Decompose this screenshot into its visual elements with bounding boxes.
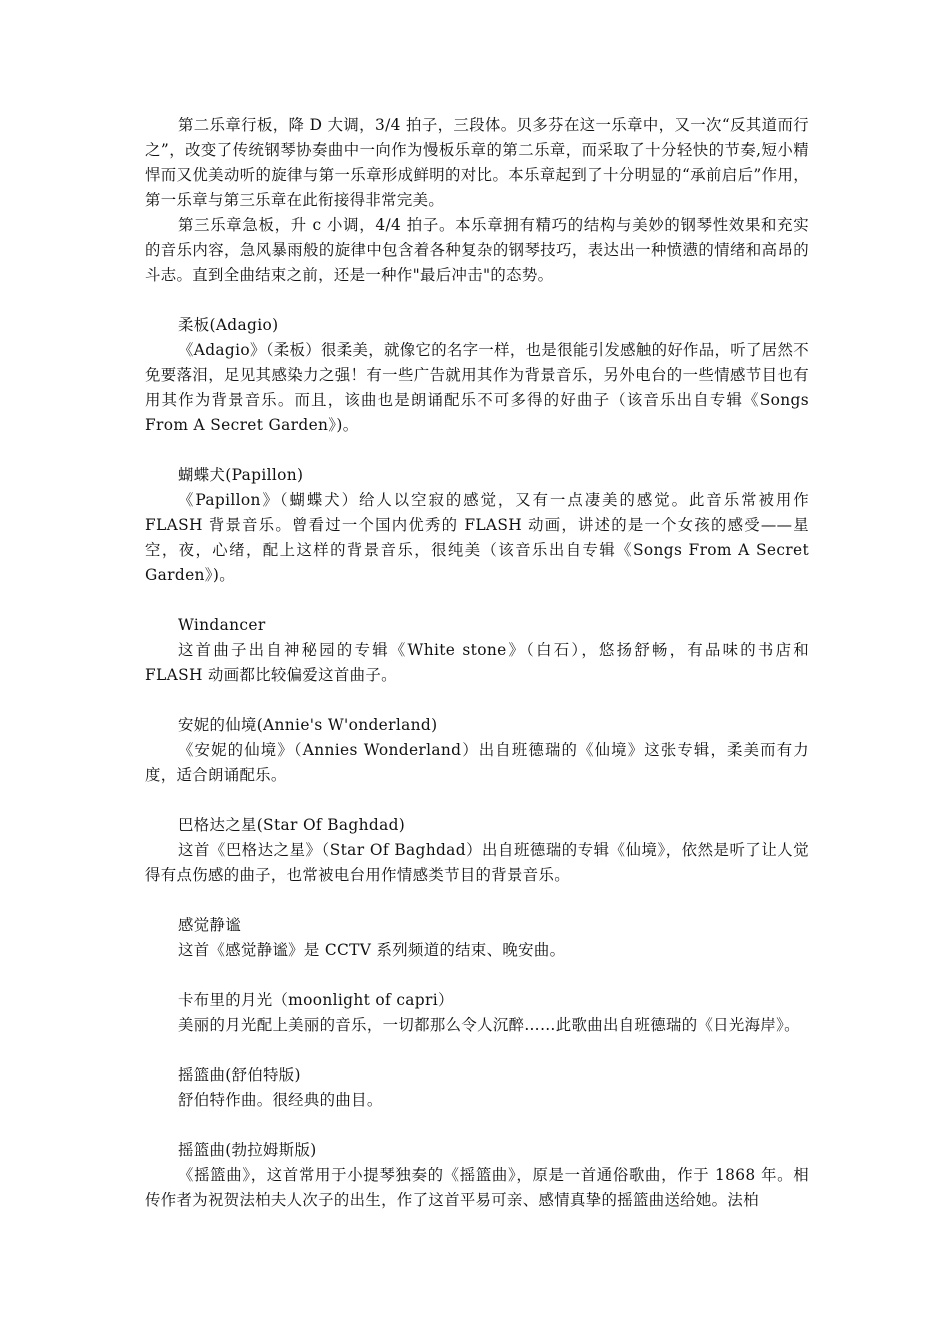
section-body: 《安妮的仙境》（Annies Wonderland）出自班德瑞的《仙境》这张专辑，柔美而有力度，适合朗诵配乐。 (145, 741, 809, 784)
section-heading: 摇篮曲(勃拉姆斯版) (178, 1141, 317, 1159)
section-body: 《Papillon》（蝴蝶犬）给人以空寂的感觉，又有一点凄美的感觉。此音乐常被用作 FLASH 背景音乐。曾看过一个国内优秀的 FLASH 动画，讲述的是一个女孩的感受——星空，夜，心绪，配上这样的背景音乐，很纯美（该音乐出自专辑《Songs From A Secret Garden》)。 (145, 491, 809, 584)
section-heading: 摇篮曲(舒伯特版) (178, 1066, 301, 1084)
section-body: 《摇篮曲》，这首常用于小提琴独奏的《摇篮曲》，原是一首通俗歌曲，作于 1868 年。相传作者为祝贺法柏夫人次子的出生，作了这首平易可亲、感情真挚的摇篮曲送给她。法柏 (145, 1166, 809, 1209)
section-heading: 安妮的仙境(Annie's W'onderland) (178, 716, 438, 734)
section-heading: 卡布里的月光（moonlight of capri） (178, 991, 454, 1009)
section-papillon (145, 463, 809, 588)
section-lullaby-brahms (145, 1138, 809, 1213)
section-body: 这首曲子出自神秘园的专辑《White stone》（白石），悠扬舒畅，有品味的书店和 FLASH 动画都比较偏爱这首曲子。 (145, 641, 809, 684)
section-lullaby-schubert (145, 1063, 809, 1113)
section-adagio (145, 313, 809, 438)
section-body: 舒伯特作曲。很经典的曲目。 (178, 1091, 383, 1109)
section-body: 这首《巴格达之星》（Star Of Baghdad）出自班德瑞的专辑《仙境》，依然是听了让人觉得有点伤感的曲子，也常被电台用作情感类节目的背景音乐。 (145, 841, 809, 884)
section-windancer (145, 613, 809, 688)
section-body: 美丽的月光配上美丽的音乐，一切都那么令人沉醉……此歌曲出自班德瑞的《日光海岸》。 (178, 1016, 800, 1034)
section-heading: 蝴蝶犬(Papillon) (178, 466, 304, 484)
section-star-of-baghdad (145, 813, 809, 888)
section-heading: 巴格达之星(Star Of Baghdad) (178, 816, 406, 834)
intro-paragraph-1: 第二乐章行板，降 D 大调，3/4 拍子，三段体。贝多芬在这一乐章中，又一次“反其道而行之”，改变了传统钢琴协奏曲中一向作为慢板乐章的第二乐章，而采取了十分轻快的节奏,短小精悍而又优美动听的旋律与第一乐章形成鲜明的对比。本乐章起到了十分明显的“承前启后”作用，第一乐章与第三乐章在此衔接得非常完美。 (145, 116, 809, 209)
document-page (145, 113, 809, 1213)
section-heading: 感觉静谧 (178, 916, 241, 934)
section-feeling-tranquil (145, 913, 809, 963)
section-heading: 柔板(Adagio) (178, 316, 279, 334)
section-body: 《Adagio》（柔板）很柔美，就像它的名字一样，也是很能引发感触的好作品，听了居然不免要落泪，足见其感染力之强！有一些广告就用其作为背景音乐，另外电台的一些情感节目也有用其作为背景音乐。而且，该曲也是朗诵配乐不可多得的好曲子（该音乐出自专辑《Songs From A Secret Garden》)。 (145, 341, 809, 434)
section-heading: Windancer (178, 616, 266, 634)
intro-paragraph-2: 第三乐章急板，升 c 小调，4/4 拍子。本乐章拥有精巧的结构与美妙的钢琴性效果和充实的音乐内容，急风暴雨般的旋律中包含着各种复杂的钢琴技巧，表达出一种愤懑的情绪和高昂的斗志。直到全曲结束之前，还是一种作"最后冲击"的态势。 (145, 216, 809, 284)
section-moonlight-of-capri (145, 988, 809, 1038)
section-body: 这首《感觉静谧》是 CCTV 系列频道的结束、晚安曲。 (178, 941, 566, 959)
section-annies-wonderland (145, 713, 809, 788)
